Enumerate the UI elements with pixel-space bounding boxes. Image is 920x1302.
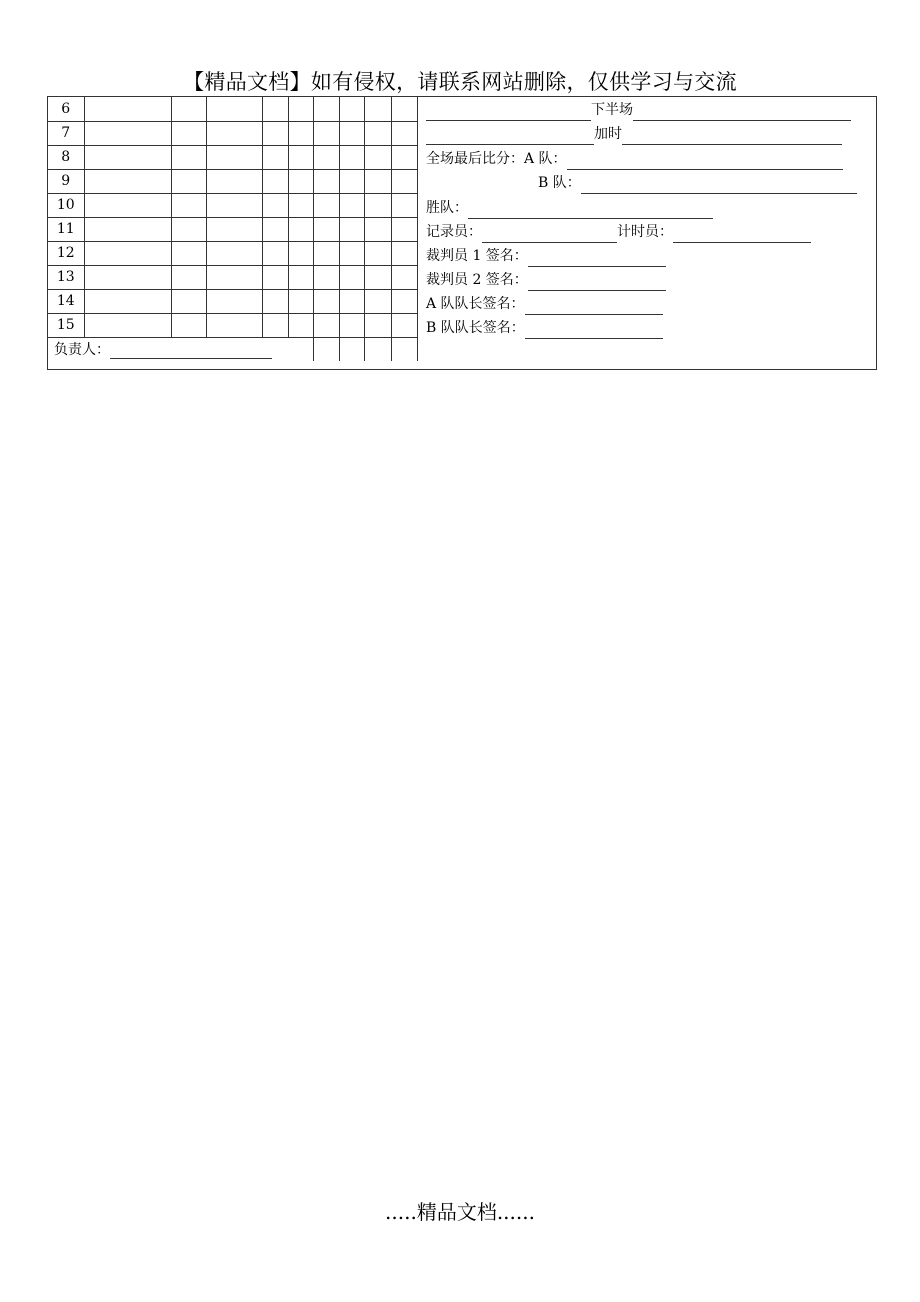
table-cell[interactable] (288, 169, 313, 193)
table-cell[interactable] (206, 313, 262, 337)
table-cell[interactable] (339, 193, 364, 217)
table-cell[interactable] (391, 169, 417, 193)
responsible-cell (48, 337, 313, 361)
team-a-score-blank[interactable] (567, 155, 843, 170)
table-cell[interactable] (262, 217, 288, 241)
table-cell[interactable] (339, 265, 364, 289)
responsible-label: 负责人： (54, 342, 110, 359)
result-panel (418, 97, 876, 369)
table-cell[interactable] (171, 121, 206, 145)
table-row (48, 97, 417, 121)
table-cell[interactable] (339, 289, 364, 313)
table-cell[interactable] (288, 265, 313, 289)
table-cell[interactable] (84, 313, 171, 337)
recorder-label: 记录员： (426, 224, 482, 240)
second-half-line (426, 99, 851, 121)
table-cell[interactable] (288, 145, 313, 169)
table-cell[interactable] (288, 97, 313, 121)
table-cell[interactable] (262, 265, 288, 289)
table-cell[interactable] (391, 193, 417, 217)
table-cell[interactable] (364, 313, 391, 337)
table-cell[interactable] (206, 289, 262, 313)
table-cell[interactable] (171, 169, 206, 193)
table-row (48, 145, 417, 169)
table-cell[interactable] (313, 241, 339, 265)
row-number: 6 (48, 97, 84, 121)
row-number: 11 (48, 217, 84, 241)
table-row (48, 217, 417, 241)
player-table (48, 97, 418, 361)
table-cell[interactable] (171, 313, 206, 337)
table-cell[interactable] (313, 265, 339, 289)
table-cell[interactable] (313, 193, 339, 217)
second-half-blank-a[interactable] (426, 106, 591, 121)
table-cell[interactable] (313, 289, 339, 313)
table-cell[interactable] (364, 121, 391, 145)
table-cell[interactable] (391, 121, 417, 145)
table-cell[interactable] (339, 337, 364, 361)
row-number: 9 (48, 169, 84, 193)
overtime-line (426, 123, 842, 145)
row-number: 12 (48, 241, 84, 265)
table-cell[interactable] (391, 217, 417, 241)
table-cell[interactable] (206, 265, 262, 289)
table-cell[interactable] (339, 241, 364, 265)
table-cell[interactable] (84, 241, 171, 265)
final-score-label: 全场最后比分：A 队： (426, 151, 567, 167)
table-cell[interactable] (288, 313, 313, 337)
winner-line (426, 197, 713, 219)
table-cell[interactable] (364, 337, 391, 361)
table-cell[interactable] (206, 217, 262, 241)
row-number: 15 (48, 313, 84, 337)
recorder-blank[interactable] (482, 228, 617, 243)
score-sheet (47, 96, 877, 370)
table-cell[interactable] (339, 121, 364, 145)
overtime-label: 加时 (594, 126, 622, 142)
overtime-blank-b[interactable] (622, 130, 842, 145)
captain-a-line (426, 293, 663, 315)
referee2-blank[interactable] (528, 276, 666, 291)
winner-label: 胜队： (426, 200, 468, 216)
recorder-line (426, 221, 811, 243)
team-b-score-blank[interactable] (581, 179, 857, 194)
table-cell[interactable] (206, 169, 262, 193)
table-cell[interactable] (391, 313, 417, 337)
table-cell[interactable] (391, 97, 417, 121)
referee2-line (426, 269, 666, 291)
table-cell[interactable] (206, 145, 262, 169)
referee1-blank[interactable] (528, 252, 666, 267)
captain-a-blank[interactable] (525, 300, 663, 315)
table-cell[interactable] (206, 193, 262, 217)
table-row (48, 241, 417, 265)
table-cell[interactable] (339, 313, 364, 337)
table-cell[interactable] (171, 241, 206, 265)
captain-a-label: A 队队长签名： (426, 296, 525, 312)
page-footer: .....精品文档...... (385, 1200, 535, 1224)
table-cell[interactable] (364, 241, 391, 265)
row-number: 10 (48, 193, 84, 217)
table-row (48, 265, 417, 289)
row-number: 8 (48, 145, 84, 169)
team-b-label: B 队： (538, 175, 581, 191)
table-cell[interactable] (391, 241, 417, 265)
table-row (48, 313, 417, 337)
table-cell[interactable] (391, 289, 417, 313)
second-half-blank-b[interactable] (633, 106, 851, 121)
table-cell[interactable] (171, 289, 206, 313)
captain-b-blank[interactable] (525, 324, 663, 339)
row-number: 14 (48, 289, 84, 313)
table-cell[interactable] (288, 289, 313, 313)
table-cell[interactable] (364, 289, 391, 313)
table-cell[interactable] (84, 265, 171, 289)
table-cell[interactable] (84, 289, 171, 313)
responsible-blank[interactable] (110, 344, 272, 359)
table-cell[interactable] (313, 121, 339, 145)
table-cell[interactable] (262, 121, 288, 145)
table-cell[interactable] (313, 313, 339, 337)
table-cell[interactable] (84, 97, 171, 121)
table-cell[interactable] (84, 145, 171, 169)
timer-blank[interactable] (673, 228, 811, 243)
table-cell[interactable] (313, 145, 339, 169)
table-cell[interactable] (339, 169, 364, 193)
table-cell[interactable] (339, 145, 364, 169)
table-row (48, 289, 417, 313)
table-cell[interactable] (171, 193, 206, 217)
table-cell[interactable] (288, 217, 313, 241)
captain-b-line (426, 317, 663, 339)
table-cell[interactable] (206, 121, 262, 145)
table-cell[interactable] (262, 241, 288, 265)
table-cell[interactable] (171, 265, 206, 289)
table-cell[interactable] (262, 169, 288, 193)
table-cell[interactable] (84, 217, 171, 241)
final-score-line (426, 148, 843, 170)
table-cell[interactable] (262, 145, 288, 169)
referee1-line (426, 245, 666, 267)
table-row (48, 169, 417, 193)
table-cell[interactable] (84, 121, 171, 145)
referee2-label: 裁判员 2 签名： (426, 272, 528, 288)
overtime-blank-a[interactable] (426, 130, 594, 145)
table-cell[interactable] (288, 121, 313, 145)
table-cell[interactable] (313, 169, 339, 193)
winner-blank[interactable] (468, 204, 713, 219)
table-cell[interactable] (171, 145, 206, 169)
table-cell[interactable] (364, 193, 391, 217)
table-cell[interactable] (262, 289, 288, 313)
table-cell[interactable] (262, 313, 288, 337)
table-cell[interactable] (339, 97, 364, 121)
table-cell[interactable] (171, 97, 206, 121)
table-cell[interactable] (364, 265, 391, 289)
table-row (48, 121, 417, 145)
row-number: 7 (48, 121, 84, 145)
table-cell[interactable] (364, 97, 391, 121)
team-b-line (538, 172, 857, 194)
table-cell[interactable] (171, 217, 206, 241)
row-number: 13 (48, 265, 84, 289)
table-cell[interactable] (391, 265, 417, 289)
table-cell[interactable] (313, 217, 339, 241)
table-row (48, 193, 417, 217)
responsible-row (48, 337, 417, 361)
referee1-label: 裁判员 1 签名： (426, 248, 528, 264)
table-cell[interactable] (313, 97, 339, 121)
table-cell[interactable] (206, 241, 262, 265)
table-cell[interactable] (84, 169, 171, 193)
table-cell[interactable] (391, 145, 417, 169)
second-half-label: 下半场 (591, 102, 633, 118)
table-cell[interactable] (339, 217, 364, 241)
table-cell[interactable] (84, 193, 171, 217)
table-cell[interactable] (391, 337, 417, 361)
table-cell[interactable] (313, 337, 339, 361)
table-cell[interactable] (206, 97, 262, 121)
table-cell[interactable] (288, 193, 313, 217)
table-cell[interactable] (364, 169, 391, 193)
timer-label: 计时员： (617, 224, 673, 240)
table-cell[interactable] (364, 217, 391, 241)
table-cell[interactable] (364, 145, 391, 169)
table-cell[interactable] (262, 97, 288, 121)
captain-b-label: B 队队长签名： (426, 320, 525, 336)
table-cell[interactable] (288, 241, 313, 265)
table-cell[interactable] (262, 193, 288, 217)
page-header: 【精品文档】如有侵权，请联系网站删除，仅供学习与交流 (183, 70, 737, 94)
